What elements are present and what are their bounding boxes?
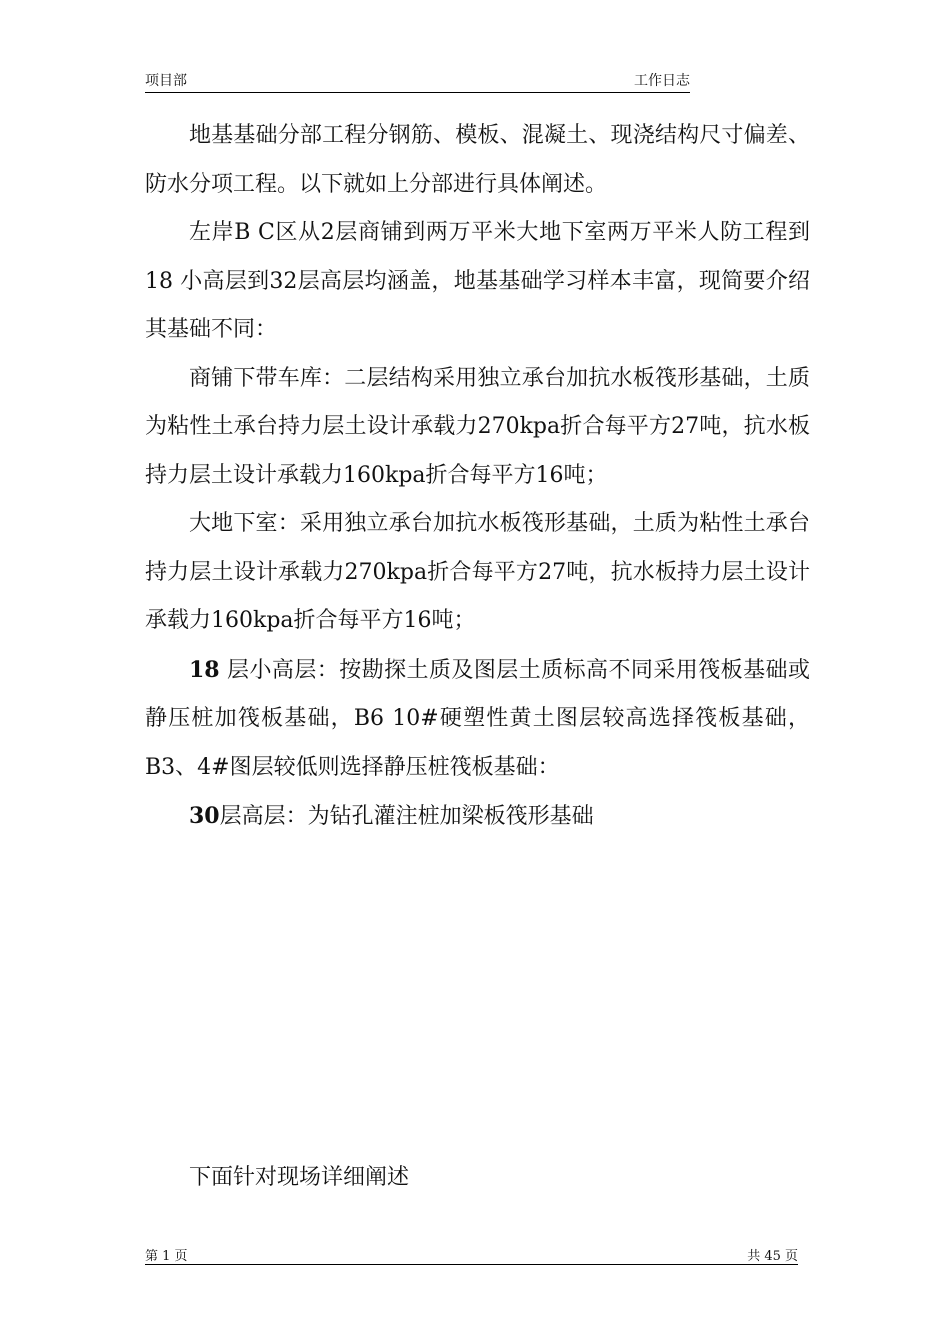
page-footer (145, 1248, 798, 1265)
page-total: 共 45 页 (747, 1249, 798, 1264)
paragraph (145, 112, 810, 209)
paragraph (145, 500, 810, 646)
page-header (145, 70, 690, 93)
closing-line: 下面针对现场详细阐述 (189, 1165, 410, 1190)
paragraph (145, 792, 810, 842)
paragraph-text: 大地下室：采用独立承台加抗水板筏形基础，土质为粘性土承台持力层土设计承载力270kpa折合每平方27吨，抗水板持力层土设计承载力160kpa折合每平方16吨； (145, 511, 810, 633)
document-body (145, 112, 810, 842)
paragraph-text: 地基基础分部工程分钢筋、模板、混凝土、现浇结构尺寸偏差、防水分项工程。以下就如上分部进行具体阐述。 (145, 123, 810, 197)
paragraph-text: 层小高层：按勘探土质及图层土质标高不同采用筏板基础或静压桩加筏板基础，B6 10#硬塑性黄土图层较高选择筏板基础，B3、4#图层较低则选择静压桩筏板基础： (145, 657, 810, 780)
page-number: 第 1 页 (145, 1249, 188, 1264)
header-right-text: 工作日志 (634, 73, 690, 89)
paragraph-text: 商铺下带车库：二层结构采用独立承台加抗水板筏形基础，土质为粘性土承台持力层土设计承载力270kpa折合每平方27吨，抗水板持力层土设计承载力160kpa折合每平方16吨； (145, 365, 810, 488)
paragraph-bold-lead: 18 (189, 656, 220, 683)
paragraph (145, 646, 810, 793)
header-left-text: 项目部 (145, 73, 187, 89)
paragraph-text: 左岸B C区从2层商铺到两万平米大地下室两万平米人防工程到18 小高层到32层高层均涵盖，地基基础学习样本丰富，现简要介绍其基础不同： (145, 220, 810, 342)
paragraph-bold-lead: 30 (189, 803, 220, 829)
paragraph-text: 层高层：为钻孔灌注桩加梁板筏形基础 (219, 804, 594, 829)
paragraph (145, 209, 810, 355)
paragraph (145, 355, 810, 501)
